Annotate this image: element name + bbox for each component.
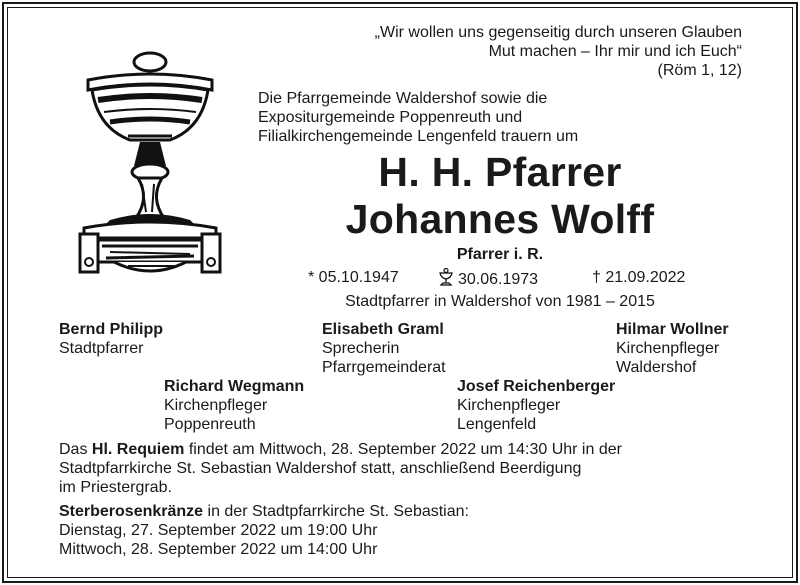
deceased-role: Stadtpfarrer in Waldershof von 1981 – 2015	[345, 293, 655, 310]
requiem-line-2: Stadtpfarrkirche St. Sebastian Waldershof statt, anschließend Beerdigung	[59, 460, 582, 477]
mourner-role: Kirchenpfleger	[164, 397, 268, 414]
mourner-role: Stadtpfarrer	[59, 340, 144, 357]
quote-line-2: Mut machen – Ihr mir und ich Euch“	[488, 43, 742, 60]
mourner-role-detail: Waldershof	[616, 359, 697, 376]
death-date: † 21.09.2022	[592, 269, 686, 286]
mourner-role: Sprecherin	[322, 340, 400, 357]
mourner-name: Josef Reichenberger	[457, 378, 616, 395]
mourner-role-detail: Pfarrgemeinderat	[322, 359, 446, 376]
intro-line-3: Filialkirchengemeinde Lengenfeld trauern um	[258, 128, 579, 145]
rosary-text: in der Stadtpfarrkirche St. Sebastian:	[203, 503, 469, 520]
ordination-date: 30.06.1973	[458, 271, 539, 288]
mourner-name: Hilmar Wollner	[616, 321, 729, 338]
deceased-status: Pfarrer i. R.	[456, 246, 544, 263]
mourner-role: Kirchenpfleger	[616, 340, 720, 357]
intro-line-1: Die Pfarrgemeinde Waldershof sowie die	[258, 90, 548, 107]
ordination-date-group	[438, 268, 538, 289]
rosary-line-1	[59, 502, 469, 521]
requiem-line-3: im Priestergrab.	[59, 479, 172, 496]
mourner-role-detail: Lengenfeld	[457, 416, 537, 433]
intro-line-2: Expositurgemeinde Poppenreuth und	[258, 109, 523, 126]
mourner-role-detail: Poppenreuth	[164, 416, 256, 433]
mourner-name: Bernd Philipp	[59, 321, 163, 338]
mourner-name: Elisabeth Graml	[322, 321, 444, 338]
chalice-icon	[70, 48, 230, 280]
chalice-small-icon	[438, 268, 454, 287]
quote-reference: (Röm 1, 12)	[657, 62, 742, 79]
requiem-prefix: Das	[59, 441, 92, 458]
deceased-title: H. H. Pfarrer	[378, 149, 622, 195]
rosary-line-2: Dienstag, 27. September 2022 um 19:00 Uhr	[59, 522, 378, 539]
rosary-line-3: Mittwoch, 28. September 2022 um 14:00 Uhr	[59, 541, 378, 558]
mourner-role: Kirchenpfleger	[457, 397, 561, 414]
deceased-name: Johannes Wolff	[345, 196, 655, 242]
requiem-line-1	[59, 440, 622, 459]
quote-line-1: „Wir wollen uns gegenseitig durch unseren Glauben	[374, 24, 742, 41]
rosary-highlight: Sterberosenkränze	[59, 503, 204, 520]
requiem-text: findet am Mittwoch, 28. September 2022 um 14:30 Uhr in der	[184, 441, 622, 458]
requiem-highlight: Hl. Requiem	[91, 441, 185, 458]
mourner-name: Richard Wegmann	[164, 378, 305, 395]
birth-date: * 05.10.1947	[308, 269, 399, 286]
